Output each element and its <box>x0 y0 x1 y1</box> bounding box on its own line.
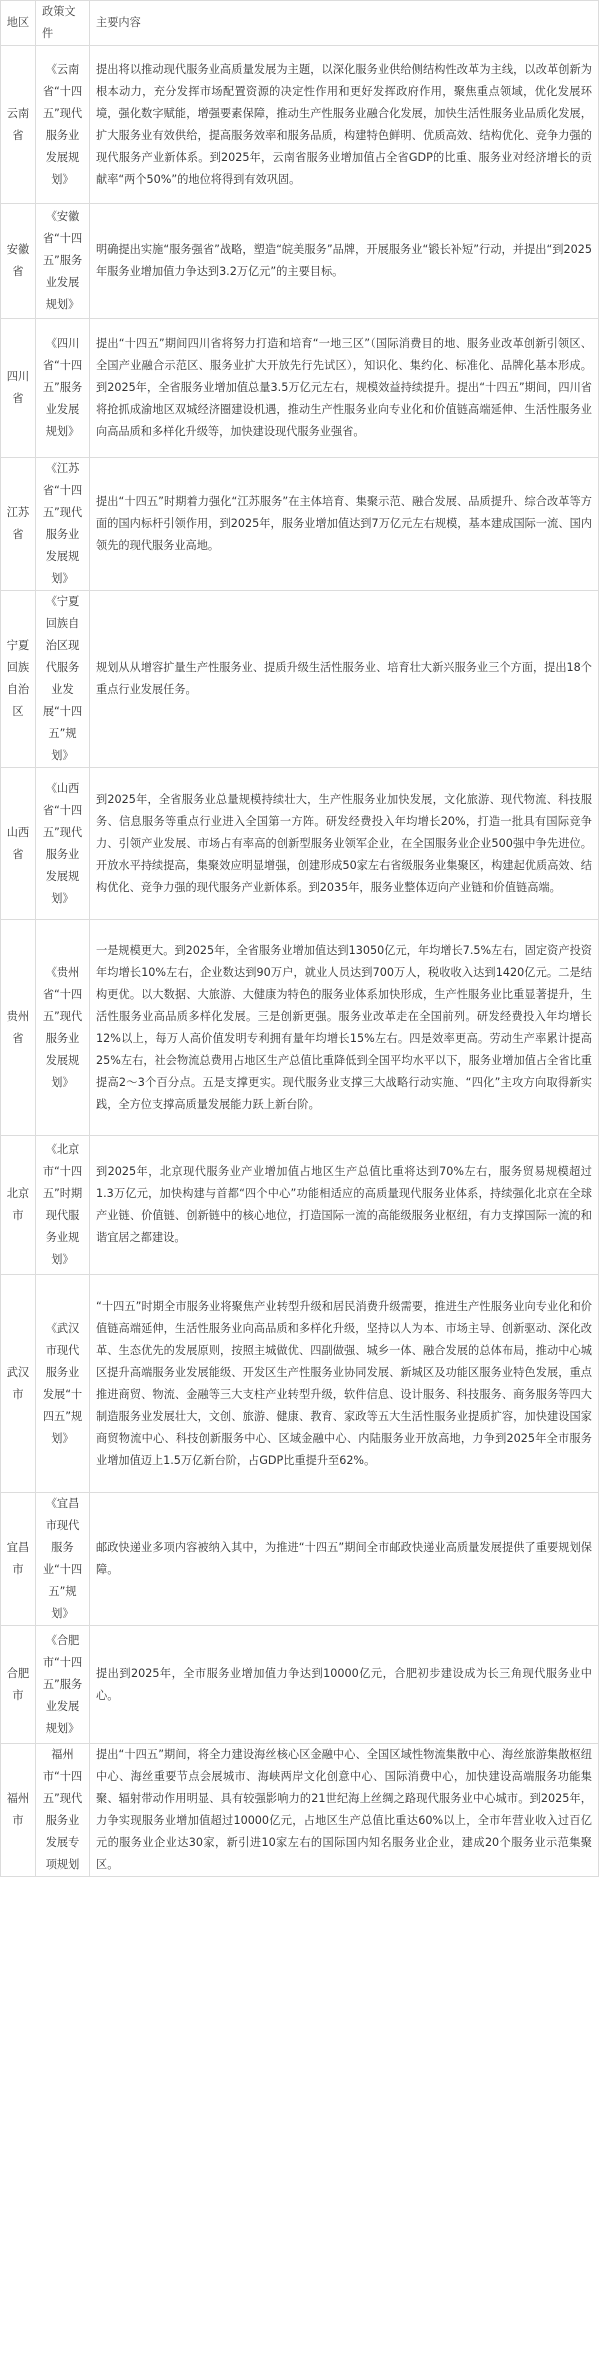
region-cell: 宜昌市 <box>1 1493 36 1626</box>
content-cell: 邮政快递业多项内容被纳入其中，为推进“十四五”期间全市邮政快递业高质量发展提供了重要规划保障。 <box>90 1493 599 1626</box>
table-row <box>1 46 599 204</box>
region-cell: 合肥市 <box>1 1626 36 1744</box>
region-cell: 安徽省 <box>1 204 36 319</box>
table-row <box>1 1744 599 1877</box>
content-cell: 提出“十四五”期间，将全力建设海丝核心区金融中心、全国区域性物流集散中心、海丝旅游集散枢纽中心、海丝重要节点会展城市、海峡两岸文化创意中心、国际消费中心，加快建设高端服务功能集聚、辐射带动作用明显、具有较强影响力的21世纪海上丝绸之路现代服务业中心城市。到2025年，力争实现服务业增加值超过10000亿元，占地区生产总值比重达60%以上，全市年营业收入过百亿元的服务业企业达30家，新引进10家左右的国际国内知名服务业企业，建成20个服务业示范集聚区。 <box>90 1744 599 1877</box>
content-cell: 明确提出实施“服务强省”战略，塑造“皖美服务”品牌，开展服务业“锻长补短”行动，并提出“到2025年服务业增加值力争达到3.2万亿元”的主要目标。 <box>90 204 599 319</box>
document-cell: 《四川省“十四五”服务业发展规划》 <box>36 319 90 458</box>
content-cell: 提出“十四五”时期着力强化“江苏服务”在主体培育、集聚示范、融合发展、品质提升、综合改革等方面的国内标杆引领作用，到2025年，服务业增加值达到7万亿元左右规模，基本建成国际一流、国内领先的现代服务业高地。 <box>90 458 599 591</box>
table-body <box>1 46 599 1877</box>
document-cell: 《安徽省“十四五”服务业发展规划》 <box>36 204 90 319</box>
document-cell: 《云南省“十四五”现代服务业发展规划》 <box>36 46 90 204</box>
content-cell: 到2025年，北京现代服务业产业增加值占地区生产总值比重将达到70%左右，服务贸易规模超过1.3万亿元，加快构建与首都“四个中心”功能相适应的高质量现代服务业体系，持续强化北京在全球产业链、价值链、创新链中的核心地位，打造国际一流的高能级服务业枢纽，有力支撑国际一流的和谐宜居之都建设。 <box>90 1136 599 1275</box>
content-cell: 提出“十四五”期间四川省将努力打造和培育“一地三区”（国际消费目的地、服务业改革创新引领区、全国产业融合示范区、服务业扩大开放先行先试区），知识化、集约化、标准化、品牌化基本形成。到2025年，全省服务业增加值总量3.5万亿元左右，规模效益持续提升。提出“十四五”期间，四川省将抢抓成渝地区双城经济圈建设机遇，推动生产性服务业向专业化和价值链高端延伸、生活性服务业向高品质和多样化升级等，加快建设现代服务业强省。 <box>90 319 599 458</box>
document-cell: 《北京市“十四五”时期现代服务业规划》 <box>36 1136 90 1275</box>
table-header-row <box>1 1 599 46</box>
document-cell: 《贵州省“十四五”现代服务业发展规划》 <box>36 920 90 1136</box>
document-cell: 《宁夏回族自治区现代服务业发展“十四五”规划》 <box>36 591 90 768</box>
table-row <box>1 204 599 319</box>
table-row <box>1 591 599 768</box>
region-cell: 武汉市 <box>1 1275 36 1493</box>
document-cell: 《江苏省“十四五”现代服务业发展规划》 <box>36 458 90 591</box>
header-region: 地区 <box>1 1 36 46</box>
content-cell: 到2025年，全省服务业总量规模持续壮大，生产性服务业加快发展，文化旅游、现代物流、科技服务、信息服务等重点行业进入全国第一方阵。研发经费投入年均增长20%，打造一批具有国际竞争力、引领产业发展、市场占有率高的创新型服务业领军企业，在全国服务业企业500强中争先进位。开放水平持续提高，集聚效应明显增强，创建形成50家左右省级服务业集聚区，构建起优质高效、结构优化、竞争力强的现代服务产业新体系。到2035年，服务业整体迈向产业链和价值链高端。 <box>90 768 599 920</box>
header-document: 政策文件 <box>36 1 90 46</box>
content-cell: 规划从从增容扩量生产性服务业、提质升级生活性服务业、培育壮大新兴服务业三个方面，提出18个重点行业发展任务。 <box>90 591 599 768</box>
document-cell: 《合肥市“十四五”服务业发展规划》 <box>36 1626 90 1744</box>
header-content: 主要内容 <box>90 1 599 46</box>
table-row <box>1 768 599 920</box>
table-row <box>1 319 599 458</box>
content-cell: 一是规模更大。到2025年，全省服务业增加值达到13050亿元，年均增长7.5%左右，固定资产投资年均增长10%左右，企业数达到90万户，就业人员达到700万人，税收收入达到1420亿元。二是结构更优。以大数据、大旅游、大健康为特色的服务业体系加快形成，生产性服务业比重显著提升，生活性服务业高品质多样化发展。三是创新更强。服务业改革走在全国前列。研发经费投入年均增长12%以上，每万人高价值发明专利拥有量年均增长15%左右。四是效率更高。劳动生产率累计提高25%左右，社会物流总费用占地区生产总值比重降低到全国平均水平以下，服务业增加值占全省比重提高2～3个百分点。五是支撑更实。现代服务业支撑三大战略行动实施、“四化”主攻方向取得新实践，全方位支撑高质量发展能力跃上新台阶。 <box>90 920 599 1136</box>
region-cell: 山西省 <box>1 768 36 920</box>
region-cell: 贵州省 <box>1 920 36 1136</box>
content-cell: 提出到2025年，全市服务业增加值力争达到10000亿元，合肥初步建设成为长三角现代服务业中心。 <box>90 1626 599 1744</box>
region-cell: 江苏省 <box>1 458 36 591</box>
table-row <box>1 458 599 591</box>
content-cell: “十四五”时期全市服务业将聚焦产业转型升级和居民消费升级需要，推进生产性服务业向专业化和价值链高端延伸，生活性服务业向高品质和多样化升级，坚持以人为本、市场主导、创新驱动、深化改革、生态优先的发展原则，按照主城做优、四副做强、城乡一体、融合发展的总体布局，推动中心城区提升高端服务业发展能级、开发区生产性服务业协同发展、新城区及功能区服务业特色发展，重点推进商贸、物流、金融等三大支柱产业转型升级，软件信息、设计服务、科技服务、商务服务等四大制造服务业发展壮大，文创、旅游、健康、教育、家政等五大生活性服务业提质扩容，加快建设国家商贸物流中心、科技创新服务中心、区域金融中心、内陆服务业开放高地，力争到2025年全市服务业增加值迈上1.5万亿新台阶，占GDP比重提升至62%。 <box>90 1275 599 1493</box>
region-cell: 四川省 <box>1 319 36 458</box>
document-cell: 《山西省“十四五”现代服务业发展规划》 <box>36 768 90 920</box>
table-row <box>1 1275 599 1493</box>
content-cell: 提出将以推动现代服务业高质量发展为主题，以深化服务业供给侧结构性改革为主线，以改革创新为根本动力，充分发挥市场配置资源的决定性作用和更好发挥政府作用，聚焦重点领域，优化发展环境，强化数字赋能，增强要素保障，推动生产性服务业融合化发展，加快生活性服务业品质化发展，扩大服务业有效供给，提高服务效率和服务品质，构建特色鲜明、优质高效、结构优化、竞争力强的现代服务产业新体系。到2025年，云南省服务业增加值占全省GDP的比重、服务业对经济增长的贡献率“两个50%”的地位将得到有效巩固。 <box>90 46 599 204</box>
document-cell: 福州市“十四五”现代服务业发展专项规划 <box>36 1744 90 1877</box>
table-row <box>1 1136 599 1275</box>
table-row <box>1 1626 599 1744</box>
region-cell: 北京市 <box>1 1136 36 1275</box>
region-cell: 福州市 <box>1 1744 36 1877</box>
table-row <box>1 920 599 1136</box>
table-row <box>1 1493 599 1626</box>
document-cell: 《武汉市现代服务业发展“十四五”规划》 <box>36 1275 90 1493</box>
region-cell: 云南省 <box>1 46 36 204</box>
document-cell: 《宜昌市现代服务业“十四五”规划》 <box>36 1493 90 1626</box>
region-cell: 宁夏回族自治区 <box>1 591 36 768</box>
